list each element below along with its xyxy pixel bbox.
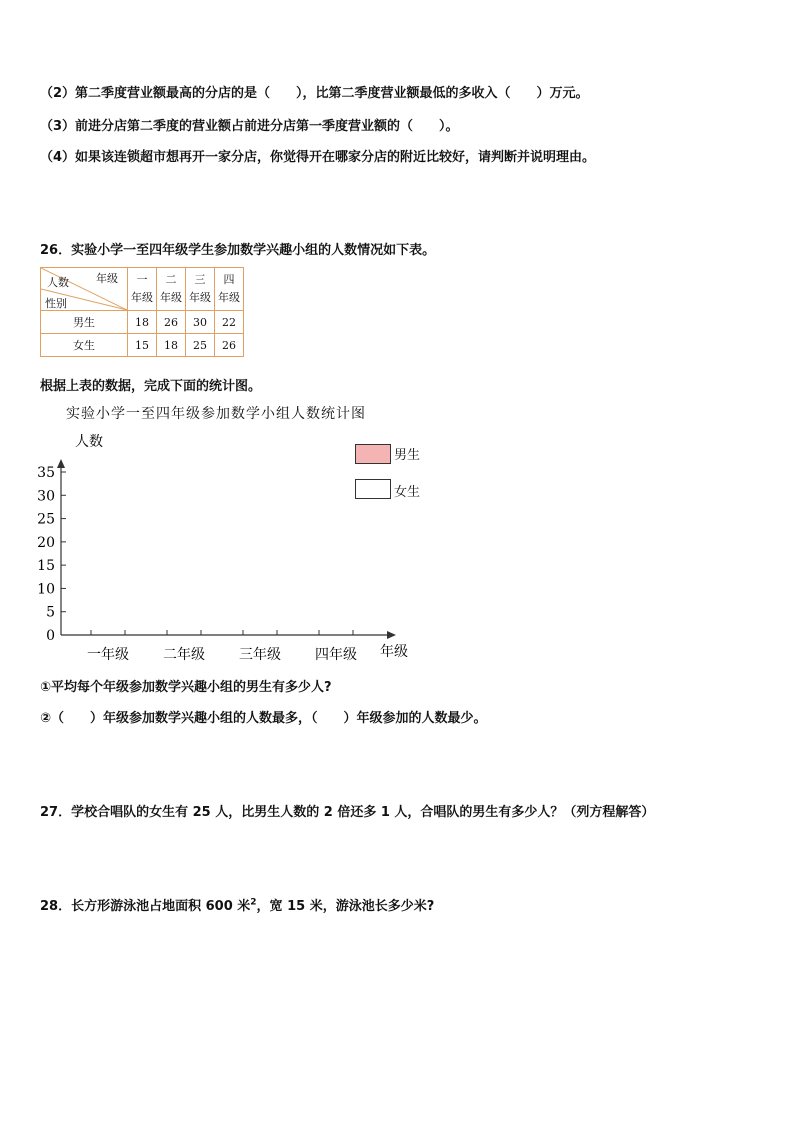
question-25-part-4: （4）如果该连锁超市想再开一家分店，你觉得开在哪家分店的附近比较好，请判断并说明理由。: [40, 150, 596, 165]
y-tick-label: 35: [37, 465, 55, 481]
question-26-instruction: 根据上表的数据，完成下面的统计图。: [40, 379, 262, 394]
table-cell: 26: [215, 334, 244, 357]
x-tick-label: 三年级: [239, 647, 281, 663]
header-count: 人数: [47, 276, 69, 289]
question-28-text-a: 28．长方形游泳池占地面积 600 米: [40, 899, 251, 914]
x-tick-label: 一年级: [87, 647, 129, 663]
question-26-sub-1: ①平均每个年级参加数学兴趣小组的男生有多少人?: [40, 680, 332, 695]
header-grade: 年级: [96, 272, 118, 285]
x-axis-arrow: [387, 631, 396, 639]
table-cell: 30: [186, 311, 215, 334]
table-cell: 26: [157, 311, 186, 334]
grade-header-3: 三 年级: [186, 268, 215, 311]
grade-header-2: 二 年级: [157, 268, 186, 311]
table-cell: 25: [186, 334, 215, 357]
table-cell: 18: [128, 311, 157, 334]
table-cell: 18: [157, 334, 186, 357]
y-tick-label: 10: [37, 581, 55, 598]
chart-title: 实验小学一至四年级参加数学小组人数统计图: [66, 406, 366, 422]
y-tick-label: 20: [37, 534, 55, 551]
y-tick-label: 30: [37, 488, 55, 505]
legend-label-boys: 男生: [394, 448, 421, 463]
legend-label-girls: 女生: [394, 485, 421, 500]
question-25-part-2: （2）第二季度营业额最高的分店的是（ ），比第二季度营业额最低的多收入（ ）万元。: [40, 86, 589, 101]
x-tick-label: 二年级: [163, 647, 205, 663]
y-tick-label: 15: [37, 558, 55, 575]
grade-header-1: 一 年级: [128, 268, 157, 311]
grade-header-4: 四 年级: [215, 268, 244, 311]
table-cell: 15: [128, 334, 157, 357]
row-label-girls: 女生: [41, 334, 128, 357]
y-tick-label: 0: [46, 628, 55, 644]
question-27: 27．学校合唱队的女生有 25 人，比男生人数的 2 倍还多 1 人，合唱队的男生有多少人？（列方程解答）: [40, 805, 655, 820]
y-axis-arrow: [57, 459, 65, 468]
x-tick-label: 四年级: [315, 647, 357, 663]
header-gender: 性别: [45, 297, 67, 310]
y-tick-label: 5: [46, 604, 55, 621]
row-label-boys: 男生: [41, 311, 128, 334]
y-axis-label: 人数: [75, 434, 103, 450]
question-28-superscript: 2: [250, 897, 257, 908]
question-26-sub-2: ②（ ）年级参加数学兴趣小组的人数最多，（ ）年级参加的人数最少。: [40, 711, 487, 726]
y-tick-label: 25: [37, 511, 55, 528]
table-cell: 22: [215, 311, 244, 334]
legend-swatch-boys: [355, 444, 391, 464]
question-26-title: 26．实验小学一至四年级学生参加数学兴趣小组的人数情况如下表。: [40, 243, 436, 258]
question-28: [40, 895, 434, 914]
legend-swatch-girls: [355, 479, 391, 499]
question-28-text-b: ，宽 15 米，游泳池长多少米?: [256, 899, 435, 914]
question-25-part-3: （3）前进分店第二季度的营业额占前进分店第一季度营业额的（ ）。: [40, 119, 459, 134]
x-axis-label: 年级: [380, 644, 408, 660]
